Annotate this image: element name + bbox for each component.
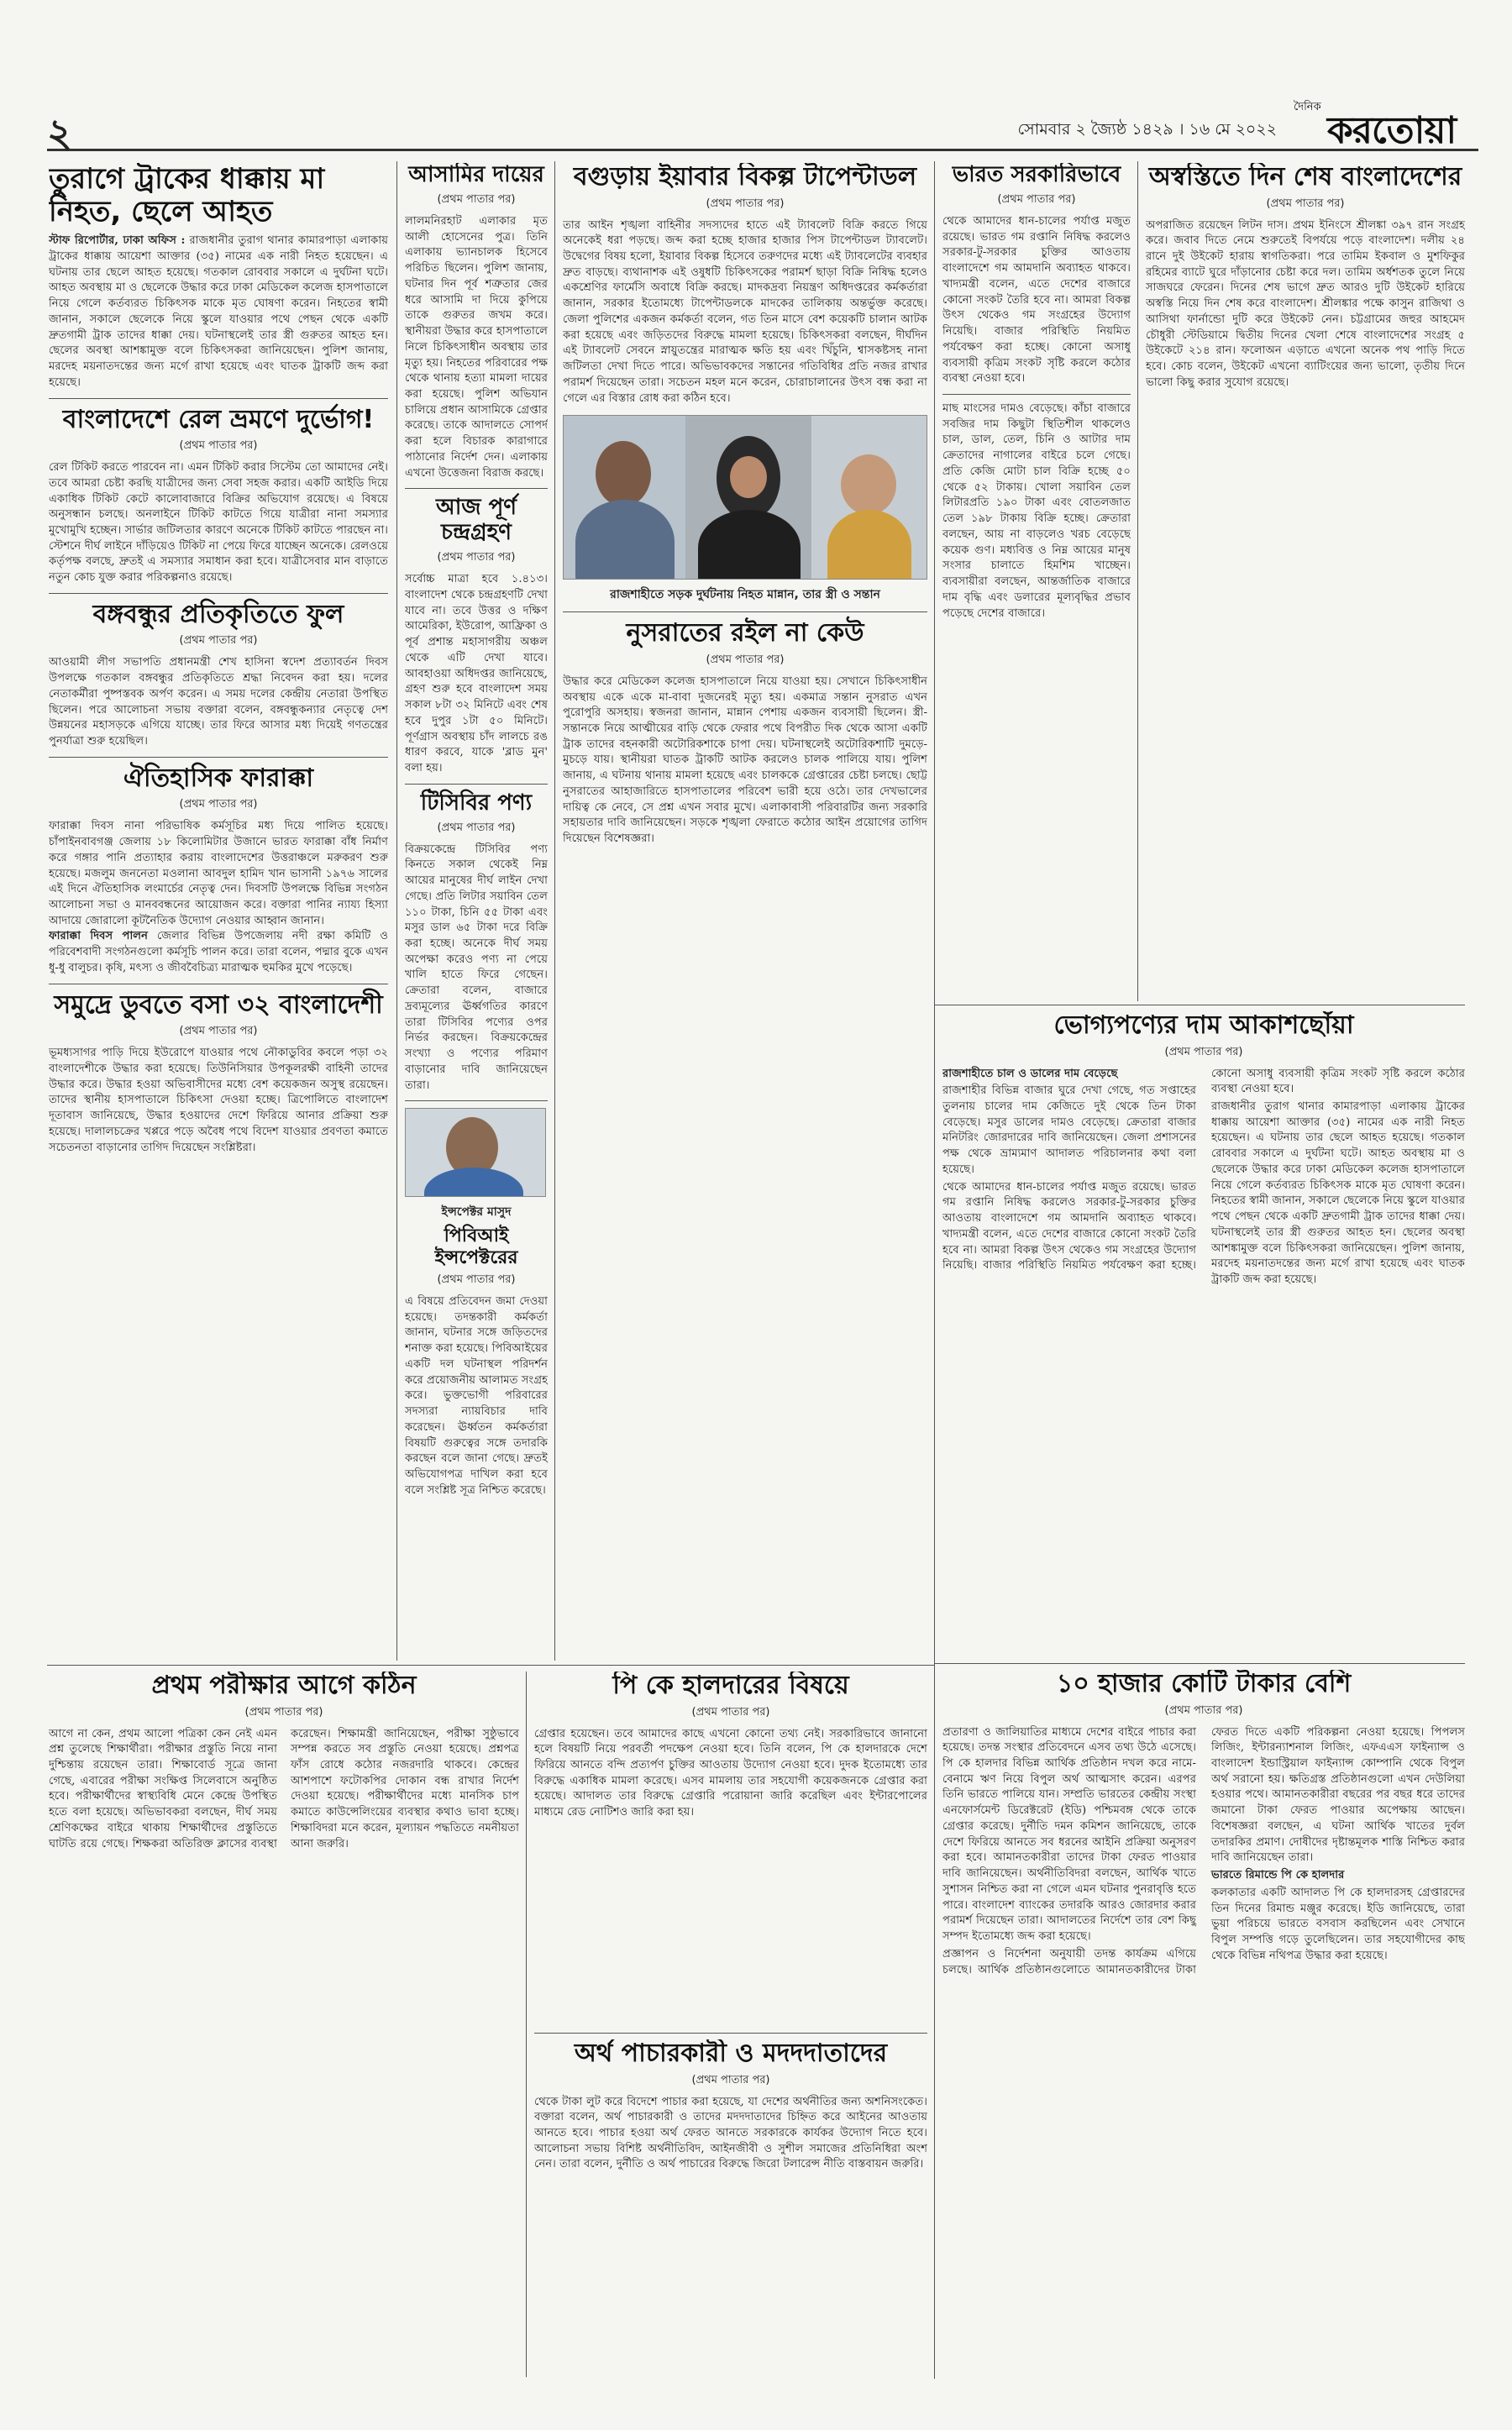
headline-tapentadol: বগুড়ায় ইয়াবার বিকল্প টাপেন্টাডল [573, 163, 917, 192]
column-4a [942, 163, 1131, 995]
date-line: সোমবার ২ জ্যৈষ্ঠ ১৪২৯ । ১৬ মে ২০২২ [1017, 120, 1277, 139]
section-rule [934, 1663, 1465, 1664]
article-inspector [405, 1108, 548, 1498]
section-rule [47, 1665, 934, 1666]
logo-small-text: দৈনিক [1294, 101, 1321, 113]
article-body: রেল টিকিট করতে পারবেন না। এমন টিকিট করার সিস্টেম তো আমাদের নেই। তবে আমরা চেষ্টা করছি যাত্রীদের জন্য সেবা সহজ করার। একটি আইডি দিয়ে একাধিক টিকিট কেটে কালোবাজারে বিক্রির অভিযোগ রয়েছে। এ বিষয়ে অনুসন্ধান চলছে। অনলাইনে টিকিট কাটতে গিয়ে যাত্রীরা নানা সমস্যার মুখোমুখি হচ্ছেন। সার্ভার জটিলতার কারণে অনেকে টিকিট কাটতে পারছেন না। স্টেশনে দীর্ঘ লাইনে দাঁড়িয়েও টিকিট না পেয়ে ফিরে যাচ্ছেন অনেকে। রেলওয়ে কর্তৃপক্ষ বলছে, দ্রুতই এ সমস্যার সমাধান করা হবে। যাত্রীসেবার মান বাড়াতে নতুন কোচ যুক্ত করার পরিকল্পনাও রয়েছে। [49, 461, 388, 585]
kicker: (প্রথম পাতার পর) [706, 653, 785, 666]
article-cricket [1146, 163, 1465, 391]
article-body: উদ্ধার করে মেডিকেল কলেজ হাসপাতালে নিয়ে যাওয়া হয়। সেখানে চিকিৎসাধীন অবস্থায় একে একে মা-বাবা দুজনেরই মৃত্যু হয়। একমাত্র সন্তান নুসরাত এখন পুরোপুরি অসহায়। স্বজনরা জানান, মান্নান পেশায় একজন ব্যবসায়ী ছিলেন। স্ত্রী-সন্তানকে নিয়ে আত্মীয়ের বাড়ি থেকে ফেরার পথে বিপরীত দিক থেকে আসা একটি ট্রাক তাদের বহনকারী অটোরিকশাকে চাপা দেয়। ঘটনাস্থলেই অটোরিকশাটি দুমড়ে-মুচড়ে যায়। স্থানীয়রা ঘাতক ট্রাকটি আটক করলেও চালক পালিয়ে যায়। পুলিশ জানায়, এ ঘটনায় থানায় মামলা হয়েছে এবং চালককে গ্রেপ্তারের চেষ্টা চলছে। ছোট্ট নুসরাতের আহাজারিতে হাসপাতালের পরিবেশ ভারী হয়ে ওঠে। তার দেখভালের দায়িত্ব কে নেবে, সে প্রশ্ন এখন সবার মুখে। এলাকাবাসী পরিবারটির জন্য সরকারি সহায়তার দাবি জানিয়েছেন। সড়কে শৃঙ্খলা ফেরাতে কঠোর আইন প্রয়োগের তাগিদ দিয়েছেন বিশেষজ্ঞরা। [563, 674, 927, 846]
article-body: অপরাজিত রয়েছেন লিটন দাস। প্রথম ইনিংসে শ্রীলঙ্কা ৩৯৭ রান সংগ্রহ করে। জবাব দিতে নেমে শুরুতেই বিপর্যয়ে পড়ে বাংলাদেশ। দলীয় ২৪ রানে দুই উইকেট হারায় স্বাগতিকরা। পরে তামিম ইকবাল ও মুশফিকুর রহিমের ব্যাটে ঘুরে দাঁড়ানোর চেষ্টা করে দল। তামিম অর্ধশতক তুলে নিয়ে সাজঘরে ফেরেন। দিনের শেষ ভাগে দ্রুত আরও দুটি উইকেট হারিয়ে অস্বস্তি নিয়ে দিন শেষ করে বাংলাদেশ। শ্রীলঙ্কার পক্ষে কাসুন রাজিথা ও আসিথা ফার্নান্ডো দুটি করে উইকেট নেন। চট্টগ্রামের জহুর আহমেদ চৌধুরী স্টেডিয়ামে দ্বিতীয় দিনের খেলা শেষে বাংলাদেশের সংগ্রহ ৫ উইকেটে ২১৪ রান। ফলোঅন এড়াতে এখনো অনেক পথ পাড়ি দিতে হবে। কোচ বলেন, উইকেট এখনো ব্যাটিংয়ের জন্য ভালো, তৃতীয় দিনে ভালো কিছু করার সুযোগ রয়েছে। [1146, 218, 1465, 389]
article-body: কলকাতার একটি আদালত পি কে হালদারসহ গ্রেপ্তারদের তিন দিনের রিমান্ড মঞ্জুর করেছে। ইডি জানিয়েছে, তারা ভুয়া পরিচয়ে ভারতে বসবাস করছিলেন এবং সেখানে বিপুল সম্পত্তি গড়ে তুলেছিলেন। তার সহযোগীদের কাছ থেকে বিভিন্ন নথিপত্র উদ্ধার করা হয়েছে। [1211, 1886, 1465, 1962]
article-nusrat [563, 619, 927, 848]
article-money [534, 2039, 927, 2375]
kicker: (প্রথম পাতার পর) [997, 192, 1076, 206]
article-body: বিক্রয়কেন্দ্রে টিসিবির পণ্য কিনতে সকাল থেকেই নিম্ন আয়ের মানুষের দীর্ঘ লাইন দেখা গেছে। প্রতি লিটার সয়াবিন তেল ১১০ টাকা, চিনি ৫৫ টাকা এবং মসুর ডাল ৬৫ টাকা দরে বিক্রি করা হচ্ছে। অনেকে দীর্ঘ সময় অপেক্ষা করেও পণ্য না পেয়ে খালি হাতে ফিরে গেছেন। ক্রেতারা বলেন, বাজারে দ্রব্যমূল্যের ঊর্ধ্বগতির কারণে তারা টিসিবির পণ্যের ওপর নির্ভর করছেন। বিক্রয়কেন্দ্রের সংখ্যা ও পণ্যের পরিমাণ বাড়ানোর দাবি জানিয়েছেন তারা। [405, 842, 548, 1092]
headline-chandra: আজ পূর্ণ চন্দ্রগ্রহণ [435, 495, 517, 546]
article-body: জেলার বিভিন্ন উপজেলায় নদী রক্ষা কমিটি ও পরিবেশবাদী সংগঠনগুলো কর্মসূচি পালন করে। তারা বলেন, পদ্মার বুকে এখন ধু-ধু বালুচর। কৃষি, মৎস্য ও জীববৈচিত্র্য মারাত্মক হুমকির মুখে পড়েছে। [49, 930, 388, 974]
article-chandra [405, 496, 548, 784]
column-1 [49, 163, 388, 1658]
headline-exam: প্রথম পরীক্ষার আগে কঠিন [151, 1672, 417, 1700]
consumer-section [942, 1011, 1465, 1658]
column-2 [405, 163, 548, 1658]
inspector-photo [405, 1108, 546, 1197]
subhead: ফারাক্কা দিবস পালন [49, 930, 148, 943]
kicker: (প্রথম পাতার পর) [179, 634, 258, 648]
kicker: (প্রথম পাতার পর) [1266, 197, 1345, 210]
column-rule [1137, 161, 1138, 1001]
article-tapentadol [563, 163, 927, 407]
article-asami [405, 163, 548, 489]
kicker: (প্রথম পাতার পর) [437, 821, 516, 834]
article-body: তার আইন শৃঙ্খলা বাহিনীর সদস্যদের হাতে এই ট্যাবলেট বিক্রি করতে গিয়ে অনেকেই ধরা পড়ছে। জব্দ করা হচ্ছে হাজার হাজার পিস টাপেন্টাডল ট্যাবলেট। উদ্বেগের বিষয় হলো, ইয়াবার বিকল্প হিসেবে তরুণদের মধ্যে এই ট্যাবলেটের ব্যবহার দ্রুত বাড়ছে। ব্যথানাশক এই ওষুধটি চিকিৎসকের পরামর্শ ছাড়া বিক্রি নিষিদ্ধ হলেও একশ্রেণির ফার্মেসি অবাধে বিক্রি করছে। মাদকদ্রব্য নিয়ন্ত্রণ অধিদপ্তরের কর্মকর্তারা জানান, সরকার ইতোমধ্যে টাপেন্টাডলকে মাদকের তালিকায় অন্তর্ভুক্ত করেছে। জেলা পুলিশের একজন কর্মকর্তা বলেন, গত তিন মাসে বেশ কয়েকটি চালান আটক করা হয়েছে এবং জড়িতদের বিরুদ্ধে মামলা হয়েছে। চিকিৎসকরা বলছেন, দীর্ঘদিন এই ট্যাবলেট সেবনে স্নায়ুতন্ত্রের মারাত্মক ক্ষতি হয় এবং খিঁচুনি, শ্বাসকষ্টসহ নানা জটিলতা দেখা দিতে পারে। অভিভাবকদের সন্তানের গতিবিধির প্রতি নজর রাখার পরামর্শ দিয়েছেন তারা। সচেতন মহল মনে করেন, চোরাচালানের উৎস বন্ধ করা না গেলে এর বিস্তার রোধ করা কঠিন হবে। [563, 218, 927, 405]
article-farakka [49, 764, 388, 984]
article-body: লালমনিরহাট এলাকার মৃত আলী হোসেনের পুত্র। তিনি এলাকায় ভ্যানচালক হিসেবে পরিচিত ছিলেন। পুলিশ জানায়, ঘটনার দিন পূর্ব শত্রুতার জের ধরে আসামি দা দিয়ে কুপিয়ে তাকে গুরুতর জখম করে। স্থানীয়রা উদ্ধার করে হাসপাতালে নিলে চিকিৎসাধীন অবস্থায় তার মৃত্যু হয়। নিহতের পরিবারের পক্ষ থেকে থানায় হত্যা মামলা দায়ের করা হয়েছে। পুলিশ অভিযান চালিয়ে প্রধান আসামিকে গ্রেপ্তার করেছে। তাকে আদালতে সোপর্দ করা হলে বিচারক কারাগারে পাঠানোর নির্দেশ দেন। এলাকায় এখনো উত্তেজনা বিরাজ করছে। [405, 214, 548, 480]
article-truck-accident [49, 163, 388, 399]
family-photo-block [563, 415, 927, 612]
article-body: প্রতারণা ও জালিয়াতির মাধ্যমে দেশের বাইরে পাচার করা হয়েছে। তদন্ত সংস্থার প্রতিবেদনে এসব তথ্য উঠে এসেছে। পি কে হালদার বিভিন্ন আর্থিক প্রতিষ্ঠান দখল করে নামে-বেনামে ঋণ নিয়ে বিপুল অর্থ আত্মসাৎ করেন। এরপর তিনি ভারতে পালিয়ে যান। সম্প্রতি ভারতের কেন্দ্রীয় সংস্থা এনফোর্সমেন্ট ডিরেক্টরেট (ইডি) পশ্চিমবঙ্গ থেকে তাকে গ্রেপ্তার করেছে। দুর্নীতি দমন কমিশন জানিয়েছে, তাকে দেশে ফিরিয়ে আনতে সব ধরনের আইনি প্রক্রিয়া অনুসরণ করা হবে। আমানতকারীরা তাদের টাকা ফেরত পাওয়ার দাবি জানিয়েছেন। অর্থনীতিবিদরা বলছেন, আর্থিক খাতে সুশাসন নিশ্চিত করা না গেলে এমন ঘটনার পুনরাবৃত্তি হতে পারে। বাংলাদেশ ব্যাংকের তদারকি আরও জোরদার করার পরামর্শ দিয়েছেন তারা। আদালতের নির্দেশে তার বেশ কিছু সম্পদ ইতোমধ্যে জব্দ করা হয়েছে। [942, 1725, 1196, 1944]
masthead [47, 101, 1478, 155]
column-3 [563, 163, 927, 1658]
newspaper-logo [1294, 99, 1478, 152]
headline-pk-halder: পি কে হালদারের বিষয়ে [612, 1672, 849, 1700]
headline-india-govt: ভারত সরকারিভাবে [952, 163, 1121, 187]
family-photo [563, 415, 927, 580]
article-bangabandhu [49, 601, 388, 758]
kicker: (প্রথম পাতার পর) [437, 192, 516, 206]
article-body: রাজধানীর তুরাগ থানার কামারপাড়া এলাকায় ট্রাকের ধাক্কায় আয়েশা আক্তার (৩৫) নামের এক নারী নিহত হয়েছেন। এ ঘটনায় তার ছেলে আহত হয়েছে। গতকাল রোববার সকালে এ দুর্ঘটনা ঘটে। আহত অবস্থায় মা ও ছেলেকে উদ্ধার করে ঢাকা মেডিকেল কলেজ হাসপাতালে নিয়ে গেলে কর্তব্যরত চিকিৎসক মাকে মৃত ঘোষণা করেন। নিহতের স্বামী জানান, সকালে ছেলেকে নিয়ে স্কুলে যাওয়ার পথে পেছন থেকে একটি দ্রুতগামী ট্রাক তাদের ধাক্কা দেয়। ঘটনাস্থলেই তার স্ত্রী গুরুতর আহত হন। ছেলের অবস্থা আশঙ্কামুক্ত বলে চিকিৎসকরা জানিয়েছেন। পুলিশ জানায়, মরদেহ ময়নাতদন্তের জন্য মর্গে রাখা হয়েছে এবং ঘাতক ট্রাকটি জব্দ করা হয়েছে। [1211, 1100, 1465, 1287]
article-tcb [405, 791, 548, 1102]
byline: স্টাফ রিপোর্টার, ঢাকা অফিস : [49, 234, 186, 248]
article-body: মাছ মাংসের দামও বেড়েছে। কাঁচা বাজারে সবজির দাম কিছুটা স্থিতিশীল থাকলেও চাল, ডাল, তেল, চিনি ও আটার দাম ক্রেতাদের নাগালের বাইরে চলে গেছে। প্রতি কেজি মোটা চাল বিক্রি হচ্ছে ৫০ থেকে ৫২ টাকায়। খোলা সয়াবিন তেল লিটারপ্রতি ১৯০ টাকা এবং বোতলজাত তেল ১৯৮ টাকায় বিক্রি হচ্ছে। ক্রেতারা বলছেন, আয় না বাড়লেও খরচ বেড়েছে কয়েক গুণ। মধ্যবিত্ত ও নিম্ন আয়ের মানুষ সংসার চালাতে হিমশিম খাচ্ছেন। ব্যবসায়ীরা বলছেন, আন্তর্জাতিক বাজারে দাম বৃদ্ধি এবং ডলারের মূল্যবৃদ্ধির প্রভাব পড়েছে দেশের বাজারে। [942, 402, 1131, 620]
article-body: ভূমধ্যসাগর পাড়ি দিয়ে ইউরোপে যাওয়ার পথে নৌকাডুবির কবলে পড়া ৩২ বাংলাদেশীকে উদ্ধার করা হয়েছে। তিউনিসিয়ার উপকূলরক্ষী বাহিনী তাদের উদ্ধার করে। উদ্ধার হওয়া অভিবাসীদের মধ্যে বেশ কয়েকজন অসুস্থ রয়েছেন। তাদের স্থানীয় হাসপাতালে চিকিৎসা দেওয়া হচ্ছে। ত্রিপোলিতে বাংলাদেশ দূতাবাস জানিয়েছে, উদ্ধার হওয়াদের দেশে ফিরিয়ে আনার প্রক্রিয়া শুরু হয়েছে। দালালচক্রের খপ্পরে পড়ে অবৈধ পথে বিদেশ যাওয়ার প্রবণতা কমাতে সচেতনতা বাড়ানোর তাগিদ দিয়েছেন সংশ্লিষ্টরা। [49, 1047, 388, 1154]
article-body: রাজধানীর তুরাগ থানার কামারপাড়া এলাকায় ট্রাকের ধাক্কায় আয়েশা আক্তার (৩৫) নামের এক নারী নিহত হয়েছেন। এ ঘটনায় তার ছেলে আহত হয়েছে। গতকাল রোববার সকালে এ দুর্ঘটনা ঘটে। আহত অবস্থায় মা ও ছেলেকে উদ্ধার করে ঢাকা মেডিকেল কলেজ হাসপাতালে নিয়ে গেলে কর্তব্যরত চিকিৎসক মাকে মৃত ঘোষণা করেন। নিহতের স্বামী জানান, সকালে ছেলেকে নিয়ে স্কুলে যাওয়ার পথে পেছন থেকে একটি দ্রুতগামী ট্রাক তাদের ধাক্কা দেয়। ঘটনাস্থলেই তার স্ত্রী গুরুতর আহত হন। ছেলের অবস্থা আশঙ্কামুক্ত বলে চিকিৎসকরা জানিয়েছেন। পুলিশ জানায়, মরদেহ ময়নাতদন্তের জন্য মর্গে রাখা হয়েছে এবং ঘাতক ট্রাকটি জব্দ করা হয়েছে। [49, 234, 388, 389]
column-rule [934, 161, 935, 2379]
headline-consumer: ভোগ্যপণ্যের দাম আকাশছোঁয়া [1053, 1011, 1354, 1040]
headline-farakka: ঐতিহাসিক ফারাক্কা [123, 763, 314, 793]
column-rule [396, 161, 397, 1661]
headline-money: অর্থ পাচারকারী ও মদদদাতাদের [574, 2039, 888, 2068]
headline-nusrat: নুসরাতের রইল না কেউ [626, 618, 864, 648]
headline-asami: আসামির দায়ের [408, 163, 544, 187]
article-body: গ্রেপ্তার হয়েছেন। তবে আমাদের কাছে এখনো কোনো তথ্য নেই। সরকারিভাবে জানানো হলে বিষয়টি নিয়ে পরবর্তী পদক্ষেপ নেওয়া হবে। তিনি বলেন, পি কে হালদারকে দেশে ফিরিয়ে আনতে বন্দি প্রত্যর্পণ চুক্তির আওতায় উদ্যোগ নেওয়া হবে। দুদক ইতোমধ্যে তার বিরুদ্ধে একাধিক মামলা করেছে। এসব মামলায় তার সহযোগী কয়েকজনকে গ্রেপ্তার করা হয়েছে। আদালত তার বিরুদ্ধে গ্রেপ্তারি পরোয়ানা জারি করেছিল এবং ইন্টারপোলের মাধ্যমে রেড নোটিশও জারি করা হয়। [534, 1727, 927, 1819]
article-body: আওয়ামী লীগ সভাপতি প্রধানমন্ত্রী শেখ হাসিনা স্বদেশ প্রত্যাবর্তন দিবস উপলক্ষে গতকাল বঙ্গবন্ধুর প্রতিকৃতিতে শ্রদ্ধা নিবেদন করা হয়। দলের নেতাকর্মীরা পুষ্পস্তবক অর্পণ করেন। এ সময় দলের কেন্দ্রীয় নেতারা উপস্থিত ছিলেন। পরে আলোচনা সভায় বক্তারা বলেন, বঙ্গবন্ধুকন্যার নেতৃত্বে দেশ উন্নয়নের মহাসড়কে এগিয়ে যাচ্ছে। তার ফিরে আসার মধ্য দিয়েই গণতন্ত্রের পুনর্যাত্রা শুরু হয়েছিল। [49, 656, 388, 748]
kicker: (প্রথম পাতার পর) [437, 551, 516, 564]
kicker: (প্রথম পাতার পর) [179, 798, 258, 811]
kicker: (প্রথম পাতার পর) [179, 439, 258, 453]
headline-sea: সমুদ্রে ডুবতে বসা ৩২ বাংলাদেশী [54, 989, 383, 1020]
page-number: ২ [47, 110, 72, 155]
headline-bangabandhu: বঙ্গবন্ধুর প্রতিকৃতিতে ফুল [92, 599, 344, 629]
article-india-govt [942, 163, 1131, 395]
article-body: রাজশাহীর বিভিন্ন বাজার ঘুরে দেখা গেছে, গত সপ্তাহের তুলনায় চালের দাম কেজিতে দুই থেকে তিন টাকা বেড়েছে। মসুর ডালের দামও বেড়েছে। ক্রেতারা বাজার মনিটরিং জোরদারের দাবি জানিয়েছেন। জেলা প্রশাসনের পক্ষ থেকে ভ্রাম্যমাণ আদালত পরিচালনার কথা বলা হয়েছে। [942, 1084, 1196, 1176]
article-pk-halder [534, 1672, 927, 2024]
article-body: থেকে আমাদের ধান-চালের পর্যাপ্ত মজুত রয়েছে। ভারত গম রপ্তানি নিষিদ্ধ করলেও সরকার-টু-সরকার চুক্তির আওতায় বাংলাদেশে গম আমদানি অব্যাহত থাকবে। খাদ্যমন্ত্রী বলেন, এতে দেশের বাজারে কোনো সংকট তৈরি হবে না। আমরা বিকল্প উৎস থেকেও গম সংগ্রহের উদ্যোগ নিয়েছি। বাজার পরিস্থিতি নিয়মিত পর্যবেক্ষণ করা হচ্ছে। কোনো অসাধু ব্যবসায়ী কৃত্রিম সংকট সৃষ্টি করলে কঠোর ব্যবস্থা নেওয়া হবে। [942, 1067, 1465, 1273]
article-exam [49, 1672, 519, 2377]
section-rule [534, 2033, 927, 2034]
kicker: (প্রথম পাতার পর) [706, 197, 785, 210]
article-rail [49, 406, 388, 594]
article-ten-thousand [942, 1670, 1465, 2392]
article-body: প্রজ্ঞাপন ও নির্দেশনা অনুযায়ী তদন্ত কার্যক্রম এগিয়ে চলছে। আর্থিক প্রতিষ্ঠানগুলোতে আমানতকারীদের টাকা ফেরত দিতে একটি পরিকল্পনা নেওয়া হয়েছে। পিপলস লিজিং, ইন্টারন্যাশনাল লিজিং, এফএএস ফাইন্যান্স ও বাংলাদেশ ইন্ডাস্ট্রিয়াল ফাইন্যান্স কোম্পানি থেকে বিপুল অর্থ সরানো হয়। ক্ষতিগ্রস্ত প্রতিষ্ঠানগুলো এখন দেউলিয়া হওয়ার পথে। আমানতকারীরা বছরের পর বছর ধরে তাদের জমানো টাকা ফেরত পাওয়ার অপেক্ষায় আছেন। বিশেষজ্ঞরা বলছেন, এ ঘটনা আর্থিক খাতের দুর্বল তদারকির প্রমাণ। দোষীদের দৃষ্টান্তমূলক শাস্তি নিশ্চিত করার দাবি জানিয়েছেন তারা। [942, 1725, 1465, 1976]
headline-tcb: টিসিবির পণ্য [420, 790, 533, 816]
kicker: (প্রথম পাতার পর) [179, 1025, 258, 1038]
kicker: (প্রথম পাতার পর) [1164, 1045, 1243, 1058]
article-body: থেকে আমাদের ধান-চালের পর্যাপ্ত মজুত রয়েছে। ভারত গম রপ্তানি নিষিদ্ধ করলেও সরকার-টু-সরকার চুক্তির আওতায় বাংলাদেশে গম আমদানি অব্যাহত থাকবে। খাদ্যমন্ত্রী বলেন, এতে দেশের বাজারে কোনো সংকট তৈরি হবে না। আমরা বিকল্প উৎস থেকেও গম সংগ্রহের উদ্যোগ নিয়েছি। বাজার পরিস্থিতি নিয়মিত পর্যবেক্ষণ করা হচ্ছে। কোনো অসাধু ব্যবসায়ী কৃত্রিম সংকট সৃষ্টি করলে কঠোর ব্যবস্থা নেওয়া হবে। [942, 214, 1131, 386]
headline-ten-thousand: ১০ হাজার কোটি টাকার বেশি [1056, 1670, 1352, 1698]
article-body: এ বিষয়ে প্রতিবেদন জমা দেওয়া হয়েছে। তদন্তকারী কর্মকর্তা জানান, ঘটনার সঙ্গে জড়িতদের শনাক্ত করা হয়েছে। পিবিআইয়ের একটি দল ঘটনাস্থল পরিদর্শন করে প্রয়োজনীয় আলামত সংগ্রহ করে। ভুক্তভোগী পরিবারের সদস্যরা ন্যায়বিচার দাবি করেছেন। ঊর্ধ্বতন কর্মকর্তারা বিষয়টি গুরুত্বের সঙ্গে তদারকি করছেন বলে জানা গেছে। দ্রুতই অভিযোগপত্র দাখিল করা হবে বলে সংশ্লিষ্ট সূত্র নিশ্চিত করেছে। [405, 1294, 548, 1497]
kicker: (প্রথম পাতার পর) [1164, 1703, 1243, 1717]
kicker: (প্রথম পাতার পর) [244, 1705, 323, 1719]
article-body: থেকে টাকা লুট করে বিদেশে পাচার করা হয়েছে, যা দেশের অর্থনীতির জন্য অশনিসংকেত। বক্তারা বলেন, অর্থ পাচারকারী ও তাদের মদদদাতাদের চিহ্নিত করে আইনের আওতায় আনতে হবে। পাচার হওয়া অর্থ ফেরত আনতে সরকারকে কার্যকর উদ্যোগ নিতে হবে। আলোচনা সভায় বিশিষ্ট অর্থনীতিবিদ, আইনজীবী ও সুশীল সমাজের প্রতিনিধিরা অংশ নেন। তারা বলেন, দুর্নীতি ও অর্থ পাচারের বিরুদ্ধে জিরো টলারেন্স নীতি বাস্তবায়ন জরুরি। [534, 2095, 927, 2171]
headline-cricket: অস্বস্তিতে দিন শেষ বাংলাদেশের [1148, 163, 1462, 192]
photo-caption: ইন্সপেক্টর মাসুদ [441, 1205, 512, 1220]
subhead: ভারতে রিমান্ডে পি কে হালদার [1211, 1869, 1345, 1882]
column-rule [554, 161, 555, 1661]
consumer-body [942, 1067, 1465, 1288]
column-5 [1146, 163, 1465, 995]
ten-body [942, 1725, 1465, 1979]
article-body: ফারাক্কা দিবস নানা পরিভাষিক কর্মসূচির মধ্য দিয়ে পালিত হয়েছে। চাঁপাইনবাবগঞ্জ জেলায় ১৮ কিলোমিটার উজানে ভারত ফারাক্কা বাঁধ নির্মাণ করে গঙ্গার পানি প্রত্যাহার করায় বাংলাদেশের উত্তরাঞ্চলে মরুকরণ শুরু হয়েছে। মজলুম জননেতা মওলানা আবদুল হামিদ খান ভাসানী ১৯৭৬ সালের এই দিনে ঐতিহাসিক লংমার্চের নেতৃত্ব দেন। দিবসটি উপলক্ষে বিভিন্ন সংগঠন আলোচনা সভা ও মানববন্ধনের আয়োজন করে। বক্তারা পানির ন্যায্য হিস্যা আদায়ে জোরালো কূটনৈতিক উদ্যোগ নেওয়ার আহ্বান জানান। [49, 820, 388, 927]
headline-truck: তুরাগে ট্রাকের ধাক্কায় মা নিহত, ছেলে আহত [49, 163, 325, 229]
column-rule [526, 1672, 527, 2377]
kicker: (প্রথম পাতার পর) [437, 1273, 516, 1286]
article-consumer [942, 402, 1131, 622]
headline-inspector: পিবিআই ইন্সপেক্টরের [434, 1225, 518, 1268]
kicker: (প্রথম পাতার পর) [691, 2073, 770, 2086]
article-sea [49, 991, 388, 1157]
headline-rail: বাংলাদেশে রেল ভ্রমণে দুর্ভোগ! [62, 404, 375, 434]
kicker: (প্রথম পাতার পর) [691, 1705, 770, 1719]
photo-caption: রাজশাহীতে সড়ক দুর্ঘটনায় নিহত মান্নান, তার স্ত্রী ও সন্তান [610, 588, 880, 602]
article-body: সর্বোচ্চ মাত্রা হবে ১.৪১৩। বাংলাদেশ থেকে চন্দ্রগ্রহণটি দেখা যাবে না। তবে উত্তর ও দক্ষিণ আমেরিকা, ইউরোপ, আফ্রিকা ও পূর্ব প্রশান্ত মহাসাগরীয় অঞ্চল থেকে এটি দেখা যাবে। আবহাওয়া অধিদপ্তর জানিয়েছে, গ্রহণ শুরু হবে বাংলাদেশ সময় সকাল ৮টা ৩২ মিনিটে এবং শেষ হবে দুপুর ১টা ৫০ মিনিটে। পূর্ণগ্রাস অবস্থায় চাঁদ লালচে রঙ ধারণ করবে, যাকে 'ব্লাড মুন' বলা হয়। [405, 573, 548, 774]
logo-main-text: করতোয়া [1327, 109, 1457, 152]
article-body: আগে না কেন, প্রথম আলো পত্রিকা কেন নেই এমন প্রশ্ন তুলেছে শিক্ষার্থীরা। পরীক্ষার প্রস্তুতি নিয়ে নানা দুশ্চিন্তায় রয়েছেন তারা। শিক্ষাবোর্ড সূত্রে জানা গেছে, এবারের পরীক্ষা সংক্ষিপ্ত সিলেবাসে অনুষ্ঠিত হবে। পরীক্ষার্থীদের স্বাস্থ্যবিধি মেনে কেন্দ্রে উপস্থিত হতে বলা হয়েছে। অভিভাবকরা বলছেন, দীর্ঘ সময় শ্রেণিকক্ষের বাইরে থাকায় শিক্ষার্থীদের প্রস্তুতিতে ঘাটতি রয়ে গেছে। শিক্ষকরা অতিরিক্ত ক্লাসের ব্যবস্থা করেছেন। শিক্ষামন্ত্রী জানিয়েছেন, পরীক্ষা সুষ্ঠুভাবে সম্পন্ন করতে সব প্রস্তুতি নেওয়া হয়েছে। প্রশ্নপত্র ফাঁস রোধে কঠোর নজরদারি থাকবে। কেন্দ্রের আশপাশে ফটোকপির দোকান বন্ধ রাখার নির্দেশ দেওয়া হয়েছে। পরীক্ষার্থীদের মধ্যে মানসিক চাপ কমাতে কাউন্সেলিংয়ের ব্যবস্থার কথাও ভাবা হচ্ছে। শিক্ষাবিদরা মনে করেন, মূল্যায়ন পদ্ধতিতে নমনীয়তা আনা জরুরি। [49, 1727, 519, 1850]
subhead: রাজশাহীতে চাল ও ডালের দাম বেড়েছে [942, 1067, 1118, 1080]
